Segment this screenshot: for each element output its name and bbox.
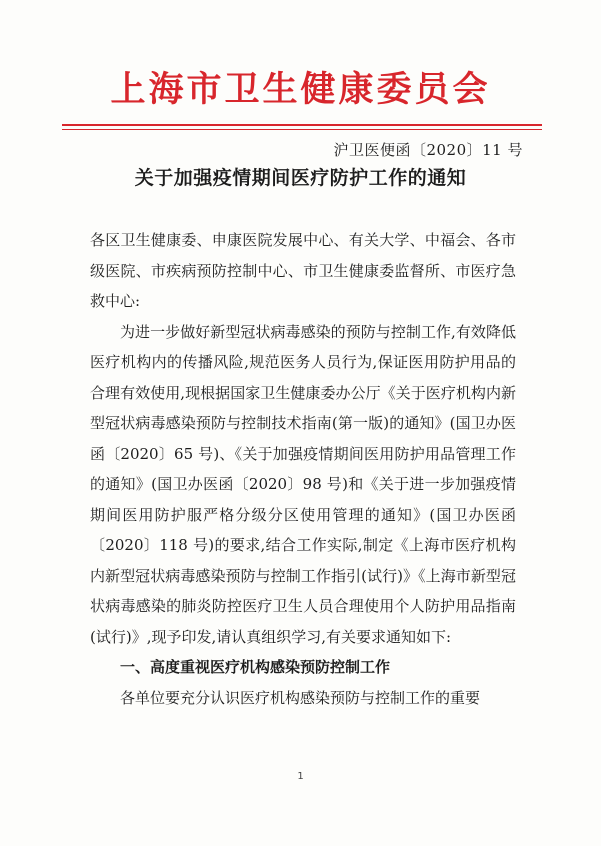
recipients-paragraph: 各区卫生健康委、申康医院发展中心、有关大学、中福会、各市级医院、市疾病预防控制中心、市卫生健康委监督所、市医疗急救中心: xyxy=(90,231,516,310)
section-heading: 一、高度重视医疗机构感染预防控制工作 xyxy=(120,658,391,676)
letterhead-rule-thick xyxy=(62,124,542,126)
document-number: 沪卫医便函〔2020〕11 号 xyxy=(333,141,523,159)
document-title: 关于加强疫情期间医疗防护工作的通知 xyxy=(134,167,467,189)
section-paragraph: 各单位要充分认识医疗机构感染预防与控制工作的重要 xyxy=(120,688,481,707)
letterhead-org-name: 上海市卫生健康委员会 xyxy=(110,69,491,110)
body-paragraph: 为进一步做好新型冠状病毒感染的预防与控制工作,有效降低医疗机构内的传播风险,规范医务人员行为,保证医用防护用品的合理有效使用,现根据国家卫生健康委办公厅《关于医疗机构内新型冠状病毒感染预防与控制技术指南(第一版)的通知》(国卫办医函〔2020〕65 号)、《关于加强疫情期间医用防护用品管理工作的通知》(国卫办医函〔2020〕98 号)和《关于进一步加强疫情期间医用防护服严格分级分区使用管理的通知》(国卫办医函〔2020〕118 号)的要求,结合工作实际,制定《上海市医疗机构内新型冠状病毒感染预防与控制工作指引(试行)》《上海市新型冠状病毒感染的肺炎防控医疗卫生人员合理使用个人防护用品指南(试行)》,现予印发,请认真组织学习,有关要求通知如下: xyxy=(90,322,516,646)
page-number: 1 xyxy=(297,771,304,782)
document-body xyxy=(90,225,516,713)
letterhead-rule-thin xyxy=(62,129,542,130)
